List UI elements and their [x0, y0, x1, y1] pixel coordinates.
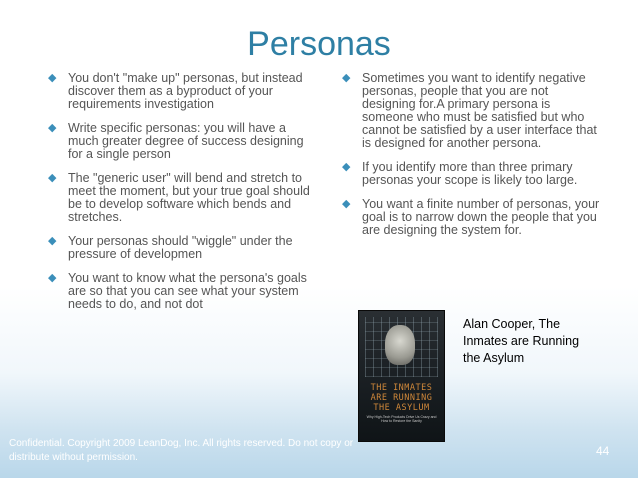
bullet-text: If you identify more than three primary personas your scope is likely too large. — [362, 160, 578, 187]
bullet-icon: ◆ — [342, 161, 351, 173]
bullet-text: The "generic user" will bend and stretch to meet the moment, but your true goal should be to develop software which bends and stretches. — [68, 171, 310, 224]
bullet-text: You don't "make up" personas, but instead discover them as a byproduct of your requirements investigation — [68, 71, 303, 111]
book-cover-title: THE INMATES ARE RUNNING THE ASYLUM — [370, 383, 433, 413]
book-cover-subtitle: Why High-Tech Products Drive Us Crazy and How to Restore the Sanity — [366, 415, 437, 423]
bullet-item — [48, 172, 310, 224]
bullet-icon: ◆ — [342, 72, 351, 84]
footer-copyright: Confidential. Copyright 2009 LeanDog, Inc. All rights reserved. Do not copy or distribute without permission. — [9, 438, 354, 463]
bullet-item — [48, 272, 310, 311]
bullet-item — [342, 198, 602, 237]
left-column — [48, 72, 310, 322]
bullet-icon: ◆ — [342, 198, 351, 210]
bullet-icon: ◆ — [48, 72, 57, 84]
right-column — [342, 72, 602, 248]
bullet-icon: ◆ — [48, 172, 57, 184]
bullet-item — [342, 72, 602, 150]
slide-title: Personas — [247, 25, 391, 63]
book-cover-image — [358, 310, 445, 442]
bullet-text: Write specific personas: you will have a much greater degree of success designing for a single person — [68, 121, 304, 161]
bullet-item — [342, 161, 602, 187]
bullet-item — [48, 122, 310, 161]
page-number: 44 — [596, 444, 610, 458]
bullet-item — [48, 72, 310, 111]
bullet-icon: ◆ — [48, 272, 57, 284]
bullet-icon: ◆ — [48, 235, 57, 247]
book-caption: Alan Cooper, The Inmates are Running the Asylum — [463, 317, 580, 365]
bullet-text: Your personas should "wiggle" under the pressure of developmen — [68, 234, 293, 261]
bullet-text: You want to know what the persona's goals are so that you can see what your system needs to do, and not dot — [68, 271, 307, 311]
left-bullet-list — [48, 72, 310, 311]
bullet-item — [48, 235, 310, 261]
bullet-icon: ◆ — [48, 122, 57, 134]
right-bullet-list — [342, 72, 602, 237]
face-figure — [385, 325, 415, 365]
bullet-text: Sometimes you want to identify negative personas, people that you are not designing for.A primary persona is someone who must be satisfied but who cannot be satisfied by a user interface that is designed for another persona. — [362, 71, 597, 150]
bullet-text: You want a finite number of personas, your goal is to narrow down the people that you are designing the system for. — [362, 197, 600, 237]
